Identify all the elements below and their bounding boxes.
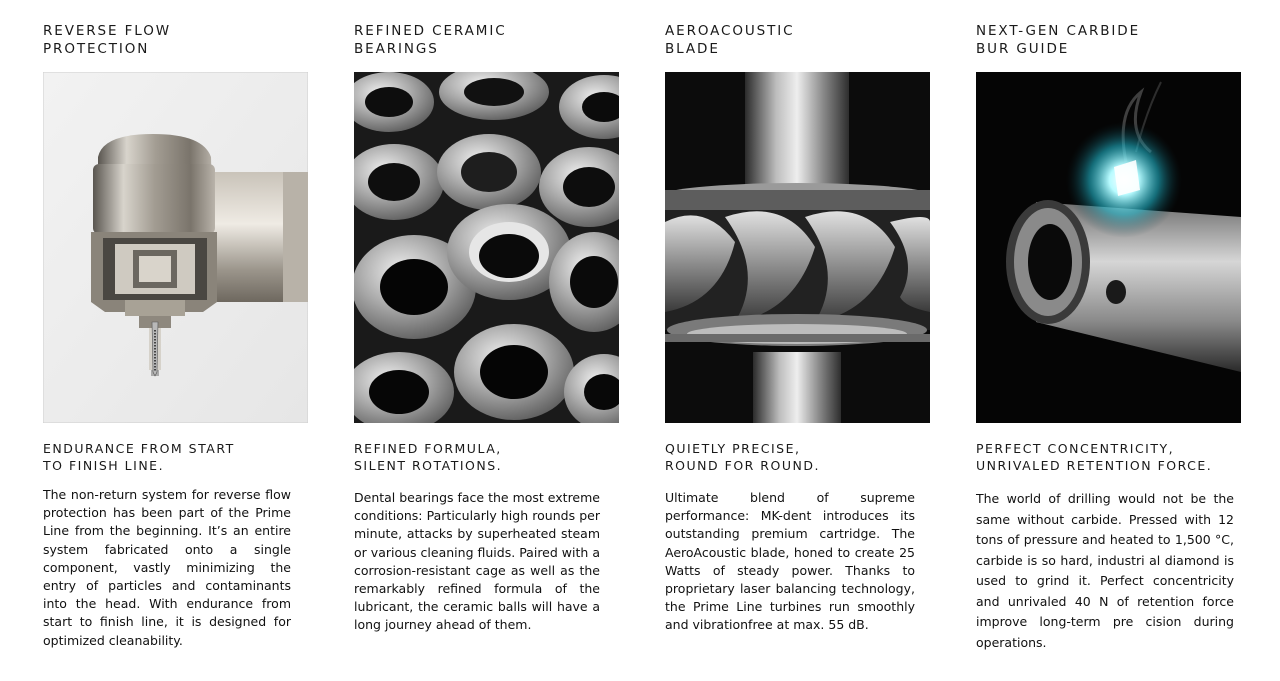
handpiece-head-cutaway-icon — [43, 72, 308, 423]
ceramic-bearings-icon — [354, 72, 619, 423]
feature-description: Dental bearings face the most extreme conditions: Particularly high rounds per minute, attacks by superheated steam or various cleaning fluids. Paired with a corrosion-resistant cage as well as the remarkably refined formula of the lubricant, the ceramic balls will have a long journey ahead of them. — [354, 490, 600, 633]
feature-description: The non-return system for reverse flow protection has been part of the Prime Line from the beginning. It’s an entire system fabricated onto a single component, vastly minimizing the entry of particles and contaminants into the head. With endurance from start to finish line, it is designed for optimized cleanability. — [43, 487, 291, 648]
feature-title: REVERSE FLOW PROTECTION — [43, 23, 172, 57]
feature-title: NEXT-GEN CARBIDE BUR GUIDE — [976, 23, 1141, 57]
feature-subtitle: PERFECT CONCENTRICITY, UNRIVALED RETENTION FORCE. — [976, 441, 1213, 473]
feature-carbide-bur-guide — [976, 0, 1241, 681]
feature-description: Ultimate blend of supreme performance: MK-dent introduces its outstanding premium cartridge. The AeroAcoustic blade, honed to create 25 Watts of steady power. Thanks to proprietary laser balancing technology, the Prime Line turbines run smoothly and vibrationfree at max. 55 dB. — [665, 490, 915, 633]
turbine-blade-image — [665, 72, 930, 423]
feature-ceramic-bearings — [354, 0, 619, 681]
feature-title: REFINED CERAMIC BEARINGS — [354, 23, 507, 57]
feature-subtitle: QUIETLY PRECISE, ROUND FOR ROUND. — [665, 441, 820, 473]
carbide-bur-guide-glow-icon — [976, 72, 1241, 423]
turbine-blade-icon — [665, 72, 930, 423]
feature-aeroacoustic-blade — [665, 0, 930, 681]
feature-description: The world of drilling would not be the same without carbide. Pressed with 12 tons of pressure and heated to 1,500 °C, carbide is so hard, industri al diamond is used to grind it. Perfect concentricity and unrivaled 40 N of retention force improve long-term pre cision during operations. — [976, 491, 1234, 650]
feature-subtitle: ENDURANCE FROM START TO FINISH LINE. — [43, 441, 235, 473]
handpiece-head-image — [43, 72, 308, 423]
feature-title: AEROACOUSTIC BLADE — [665, 23, 795, 57]
feature-reverse-flow — [43, 0, 308, 681]
bur-guide-image — [976, 72, 1241, 423]
feature-subtitle: REFINED FORMULA, SILENT ROTATIONS. — [354, 441, 503, 473]
bearings-image — [354, 72, 619, 423]
